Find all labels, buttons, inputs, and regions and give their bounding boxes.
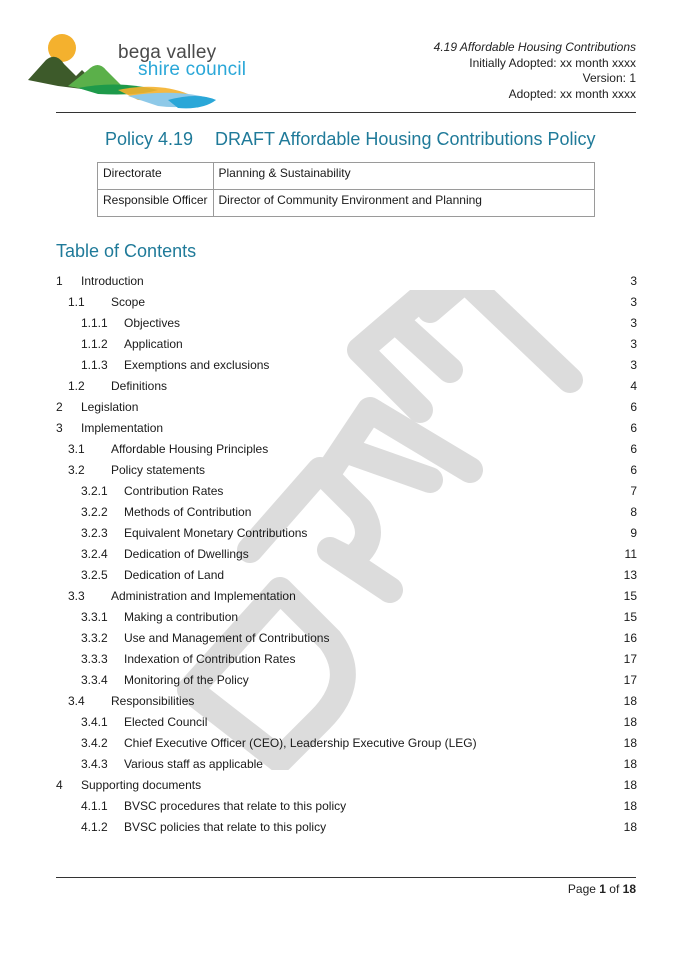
footer-divider — [56, 877, 636, 878]
toc-page: 3 — [630, 274, 637, 288]
toc-entry[interactable] — [56, 398, 637, 419]
toc-entry[interactable] — [56, 692, 637, 713]
toc-entry[interactable] — [56, 818, 637, 839]
toc-title[interactable]: Dedication of Dwellings — [124, 547, 249, 561]
toc-page: 3 — [630, 316, 637, 330]
toc-title[interactable]: Elected Council — [124, 715, 208, 729]
toc-number: 4.1.2 — [81, 820, 108, 834]
toc-title[interactable]: Affordable Housing Principles — [111, 442, 269, 456]
toc-number: 3.4 — [68, 694, 85, 708]
toc-title[interactable]: Implementation — [81, 421, 164, 435]
toc-number: 3.1 — [68, 442, 85, 456]
toc-page: 6 — [630, 463, 637, 477]
toc-number: 3.2 — [68, 463, 85, 477]
toc-entry[interactable] — [56, 419, 637, 440]
toc-number: 3.2.4 — [81, 547, 108, 561]
current-page: 1 — [599, 882, 606, 896]
toc-title[interactable]: Dedication of Land — [124, 568, 225, 582]
toc-title[interactable]: Exemptions and exclusions — [124, 358, 270, 372]
toc-page: 18 — [623, 820, 637, 834]
toc-heading: Table of Contents — [56, 241, 197, 261]
toc-title[interactable]: Methods of Contribution — [124, 505, 252, 519]
page-separator: of — [605, 882, 623, 896]
toc-page: 18 — [623, 757, 637, 771]
toc-entry[interactable] — [56, 356, 637, 377]
toc-number: 4 — [56, 778, 63, 792]
adopted: Adopted: xx month xxxx — [508, 86, 636, 101]
toc-page: 16 — [623, 631, 637, 645]
policy-info-table — [97, 162, 595, 217]
toc-page: 6 — [630, 421, 637, 435]
table-row — [98, 190, 595, 217]
toc-number: 3.2.3 — [81, 526, 108, 540]
toc-number: 3.2.5 — [81, 568, 108, 582]
total-pages: 18 — [622, 882, 636, 896]
toc-page: 18 — [623, 736, 637, 750]
header-meta — [434, 40, 636, 102]
toc-title[interactable]: Use and Management of Contributions — [124, 631, 330, 645]
toc-title[interactable]: Equivalent Monetary Contributions — [124, 526, 308, 540]
toc-entry[interactable] — [56, 776, 637, 797]
toc-number: 3.4.2 — [81, 736, 108, 750]
page-number — [568, 882, 636, 896]
toc-entry[interactable] — [56, 440, 637, 461]
policy-number: Policy 4.19 — [105, 129, 194, 149]
toc-page: 7 — [630, 484, 637, 498]
toc-page: 18 — [623, 799, 637, 813]
toc-page: 3 — [630, 337, 637, 351]
toc-title[interactable]: Policy statements — [111, 463, 206, 477]
toc-entry[interactable] — [56, 293, 637, 314]
toc-title[interactable]: Introduction — [81, 274, 144, 288]
table-of-contents — [56, 272, 637, 839]
toc-entry[interactable] — [56, 314, 637, 335]
toc-number: 3.2.2 — [81, 505, 108, 519]
toc-page: 3 — [630, 295, 637, 309]
logo-line2: shire council — [138, 59, 247, 80]
toc-entry[interactable] — [56, 482, 637, 503]
toc-title[interactable]: Various staff as applicable — [124, 757, 263, 771]
toc-number: 1.1.1 — [81, 316, 108, 330]
responsible-officer-label: Responsible Officer — [98, 190, 214, 217]
toc-number: 3.3 — [68, 589, 85, 603]
toc-page: 15 — [623, 610, 637, 624]
council-logo — [28, 30, 258, 110]
policy-name: DRAFT Affordable Housing Contributions Policy — [215, 129, 596, 149]
toc-page: 9 — [630, 526, 637, 540]
header-divider — [56, 112, 636, 113]
page-prefix: Page — [567, 882, 600, 896]
toc-page: 13 — [623, 568, 637, 582]
toc-number: 1 — [56, 274, 63, 288]
toc-title[interactable]: Administration and Implementation — [111, 589, 296, 603]
toc-title[interactable]: Legislation — [81, 400, 139, 414]
toc-entry[interactable] — [56, 545, 637, 566]
toc-title[interactable]: Indexation of Contribution Rates — [124, 652, 296, 666]
toc-entry[interactable] — [56, 524, 637, 545]
toc-title[interactable]: Contribution Rates — [124, 484, 224, 498]
toc-title[interactable]: Supporting documents — [81, 778, 202, 792]
doc-reference: 4.19 Affordable Housing Contributions — [433, 40, 636, 54]
toc-title[interactable]: BVSC policies that relate to this policy — [124, 820, 327, 834]
toc-entry[interactable] — [56, 650, 637, 671]
directorate-value: Planning & Sustainability — [213, 163, 595, 190]
toc-entry[interactable] — [56, 713, 637, 734]
toc-entry[interactable] — [56, 503, 637, 524]
toc-title[interactable]: BVSC procedures that relate to this policy — [124, 799, 347, 813]
toc-page: 4 — [630, 379, 637, 393]
toc-entry[interactable] — [56, 629, 637, 650]
toc-number: 1.1.3 — [81, 358, 108, 372]
directorate-label: Directorate — [98, 163, 214, 190]
toc-title[interactable]: Making a contribution — [124, 610, 239, 624]
toc-number: 3 — [56, 421, 63, 435]
toc-number: 1.2 — [68, 379, 85, 393]
toc-entry[interactable] — [56, 734, 637, 755]
policy-title — [105, 129, 596, 150]
toc-number: 1.1 — [68, 295, 85, 309]
toc-page: 6 — [630, 442, 637, 456]
toc-page: 18 — [623, 694, 637, 708]
toc-entry[interactable] — [56, 671, 637, 692]
toc-entry[interactable] — [56, 797, 637, 818]
toc-title[interactable]: Chief Executive Officer (CEO), Leadership Executive Group (LEG) — [124, 736, 477, 750]
toc-page: 18 — [623, 715, 637, 729]
toc-page: 15 — [623, 589, 637, 603]
toc-page: 6 — [630, 400, 637, 414]
toc-number: 2 — [56, 400, 63, 414]
toc-page: 17 — [623, 652, 637, 666]
toc-entry[interactable] — [56, 272, 637, 293]
toc-entry[interactable] — [56, 335, 637, 356]
toc-title[interactable]: Monitoring of the Policy — [124, 673, 249, 687]
toc-entry[interactable] — [56, 608, 637, 629]
toc-title[interactable]: Definitions — [111, 379, 168, 393]
initially-adopted: Initially Adopted: xx month xxxx — [469, 55, 636, 70]
logo-line1: bega valley — [118, 42, 217, 63]
toc-page: 3 — [630, 358, 637, 372]
toc-title[interactable]: Objectives — [124, 316, 181, 330]
responsible-officer-value: Director of Community Environment and Planning — [213, 190, 595, 217]
toc-page: 17 — [623, 673, 637, 687]
toc-title[interactable]: Responsibilities — [111, 694, 195, 708]
toc-page: 11 — [624, 547, 637, 561]
toc-entry[interactable] — [56, 566, 637, 587]
toc-number: 3.3.3 — [81, 652, 108, 666]
toc-entry[interactable] — [56, 377, 637, 398]
toc-entry[interactable] — [56, 587, 637, 608]
toc-page: 8 — [630, 505, 637, 519]
toc-number: 3.4.3 — [81, 757, 108, 771]
table-row — [98, 163, 595, 190]
toc-title[interactable]: Application — [124, 337, 183, 351]
toc-page: 18 — [623, 778, 637, 792]
toc-entry[interactable] — [56, 755, 637, 776]
toc-number: 3.4.1 — [81, 715, 108, 729]
toc-number: 4.1.1 — [81, 799, 108, 813]
toc-number: 3.3.1 — [81, 610, 108, 624]
toc-number: 3.2.1 — [81, 484, 108, 498]
toc-number: 1.1.2 — [81, 337, 108, 351]
toc-title[interactable]: Scope — [111, 295, 146, 309]
toc-entry[interactable] — [56, 461, 637, 482]
toc-number: 3.3.4 — [81, 673, 108, 687]
toc-number: 3.3.2 — [81, 631, 108, 645]
version: Version: 1 — [582, 71, 636, 85]
